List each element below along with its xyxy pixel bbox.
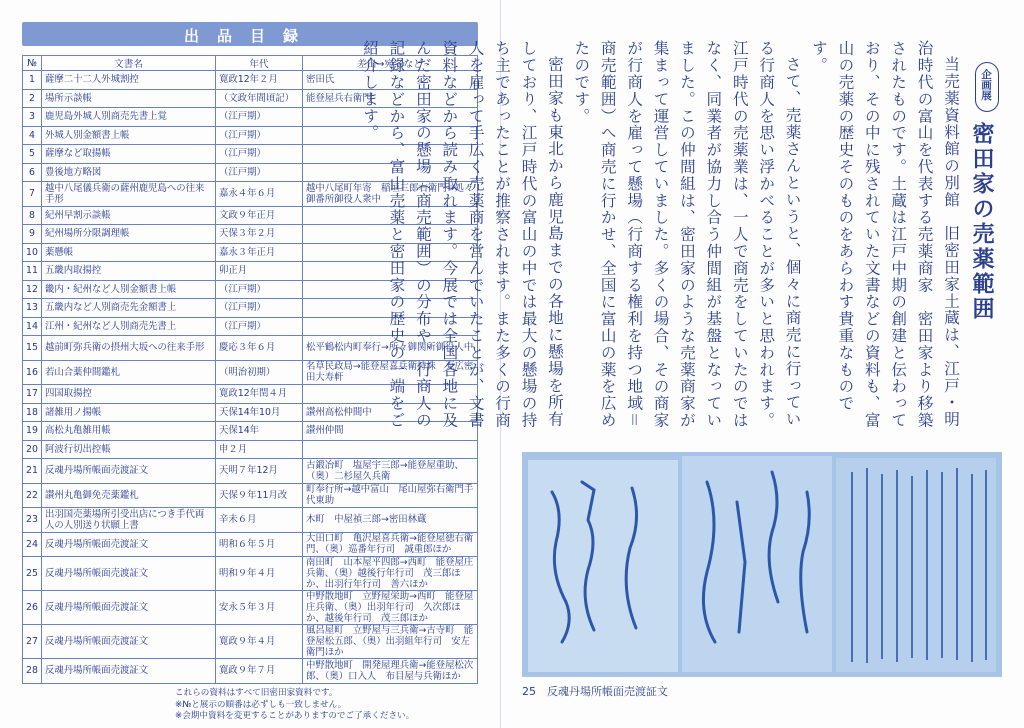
cell-era: 寛政９年７月: [216, 659, 303, 684]
cell-era: 寛政12年２月: [216, 71, 303, 90]
table-row: [23, 557, 478, 591]
cell-era: 寛政12年閏４月: [216, 385, 303, 404]
cell-no: 3: [23, 108, 42, 127]
cell-era: 安永５年３月: [216, 591, 303, 625]
cell-era: （江戸期）: [216, 317, 303, 336]
cell-no: 28: [23, 659, 42, 684]
cell-era: 天保９年11月改: [216, 483, 303, 508]
cell-era: （江戸期）: [216, 280, 303, 299]
cell-doc: 反魂丹場所帳面売渡証文: [42, 459, 216, 484]
cell-no: 27: [23, 625, 42, 659]
cell-era: 天明７年12月: [216, 459, 303, 484]
exhibit-badge: [975, 62, 999, 112]
cell-party: 名草民政局→能登屋喜兵衛持株 売広密田大寿軒: [303, 360, 478, 385]
cell-no: 6: [23, 163, 42, 182]
cell-no: 7: [23, 182, 42, 207]
cell-doc: 反魂丹場所帳面売渡証文: [42, 557, 216, 591]
cell-era: 寛政９年４月: [216, 625, 303, 659]
cell-party: 風呂屋町 立野屋与三兵衛→古寺町 能登屋松五郎、（奥）出羽組年行司 安左衛門ほか: [303, 625, 478, 659]
cell-no: 9: [23, 225, 42, 244]
cell-doc: 反魂丹場所帳面売渡証文: [42, 659, 216, 684]
cell-doc: 反魂丹場所帳面売渡証文: [42, 532, 216, 557]
cell-doc: 越前町弥兵衛の摂州大坂への往来手形: [42, 336, 216, 361]
cell-era: 嘉永３年正月: [216, 243, 303, 262]
essay-paragraph: 密田家も東北から鹿児島までの各地に懸場を所有しており、江戸時代の富山の中では最大の懸場の持ち主であったことが推察されます。また多くの行商人を雇って手広く売薬商を営んでいたことが、文書資料などから読み取れます。今展では全国各地に及んだ密田家の懸場（商売範囲）の分布や、行商人の記録などから、富山売薬と密田家の歴史の一端をご紹介します。: [361, 40, 564, 429]
cell-era: 申２月: [216, 440, 303, 459]
cell-no: 14: [23, 317, 42, 336]
cell-no: 1: [23, 71, 42, 90]
table-row: [23, 483, 478, 508]
header-doc: 文書名: [42, 56, 216, 71]
cell-doc: 讃州丸亀御免売薬鑑札: [42, 483, 216, 508]
cell-no: 11: [23, 262, 42, 281]
cell-no: 18: [23, 403, 42, 422]
cell-no: 21: [23, 459, 42, 484]
cell-doc: 四国取揚控: [42, 385, 216, 404]
cell-no: 8: [23, 206, 42, 225]
table-row: [23, 440, 478, 459]
cell-party: 古鍛冶町 塩屋宇三郎→能登屋重助、（奥）二杉屋久兵衛: [303, 459, 478, 484]
essay-text: [357, 40, 964, 440]
cell-era: 文政９年正月: [216, 206, 303, 225]
header-no: №: [23, 56, 42, 71]
table-row: [23, 532, 478, 557]
table-row: [23, 459, 478, 484]
cell-doc: 紀州場所分限調理帳: [42, 225, 216, 244]
cell-no: 16: [23, 360, 42, 385]
note-line: これらの資料はすべて旧密田家資料です。: [175, 688, 338, 698]
cell-party: 南田町 山本屋平四郎→西町 能登屋庄兵衛、（奥）越後行年行司 茂三郎ほか、出羽行年行司 善六ほか: [303, 557, 478, 591]
cell-party: 密田氏: [303, 71, 478, 90]
cell-doc: 阿波行切出控帳: [42, 440, 216, 459]
cell-party: 讃州高松仲間中: [303, 403, 478, 422]
cell-no: 17: [23, 385, 42, 404]
cell-era: （江戸期）: [216, 145, 303, 164]
cell-doc: 出羽国売薬場所引受出店につき手代両人の人別送り状願上書: [42, 508, 216, 533]
cell-doc: 反魂丹場所帳面売渡証文: [42, 625, 216, 659]
cell-no: 12: [23, 280, 42, 299]
cell-era: 明和６年５月: [216, 532, 303, 557]
cell-party: [303, 440, 478, 459]
essay-paragraph: さて、売薬さんというと、個々に商売に行っている行商人を思い浮かべることが多いと思われます。江戸時代の売薬業は、一人で商売をしていたのではなく、同業者が協力し合う仲間組が基盤となっていました。この仲間組は、密田家のような売薬商家が集まって運営していました。多くの場合、その商家が行商人を雇って懸場（行商する権利を持つ地域＝商売範囲）へ商売に行かせ、全国に富山の薬を広めたのです。: [572, 40, 802, 429]
cell-party: 松平鶴松内町奉行→所々御関所御役人中: [303, 336, 478, 361]
cell-doc: 畿内・紀州など人別金額書上帳: [42, 280, 216, 299]
table-row: [23, 659, 478, 684]
cell-no: 26: [23, 591, 42, 625]
cell-era: 明和９年４月: [216, 557, 303, 591]
cell-era: 天保14年10月: [216, 403, 303, 422]
cell-party: 大田口町 亀沢屋喜兵衛→能登屋徳右衛門、（奥）巡番年行司 誠重郎ほか: [303, 532, 478, 557]
cell-no: 22: [23, 483, 42, 508]
cell-doc: 江州・紀州など人別商売先書上: [42, 317, 216, 336]
cell-no: 4: [23, 126, 42, 145]
cell-doc: 越中八尾儀兵衛の薩州鹿児島への往来手形: [42, 182, 216, 207]
catalog-title: 出品目録: [183, 27, 316, 45]
cell-doc: 豊後地方略図: [42, 163, 216, 182]
cell-no: 10: [23, 243, 42, 262]
cell-doc: 五畿内取揚控: [42, 262, 216, 281]
cell-no: 24: [23, 532, 42, 557]
cell-no: 13: [23, 299, 42, 318]
cell-era: 嘉永４年６月: [216, 182, 303, 207]
essay-title: 密田家の売薬範囲: [969, 122, 994, 322]
note-line: ※会期中資料を変更することがありますのでご了承ください。: [175, 711, 415, 721]
cell-doc: 薩摩など取揚帳: [42, 145, 216, 164]
cell-era: （江戸期）: [216, 126, 303, 145]
essay-paragraph: 当売薬資料館の別館 旧密田家土蔵は、江戸・明治時代の富山を代表する売薬商家 密田家より移築されたものです。土蔵は江戸中期の創建と伝わっており、その中に残されていた文書などの資料も、富山の売薬の歴史そのものをあらわす貴重なものです。: [809, 40, 960, 429]
cell-doc: 薬懸帳: [42, 243, 216, 262]
caption-text: 反魂丹場所帳面売渡証文: [547, 685, 668, 698]
cell-doc: 五畿内など人別商売先金額書上: [42, 299, 216, 318]
cell-doc: 外城人別金額書上帳: [42, 126, 216, 145]
cell-doc: 紀州早割示談帳: [42, 206, 216, 225]
table-row: [23, 591, 478, 625]
catalog-notes: [175, 688, 475, 723]
table-row: [23, 508, 478, 533]
header-party: 差出→宛名など: [303, 56, 478, 71]
cell-party: 能登屋兵右衛門: [303, 89, 478, 108]
cell-party: 中野散地町 開発屋理兵衛→能登屋松次郎、（奥）口入人 布目屋与兵衛ほか: [303, 659, 478, 684]
cell-era: 卯正月: [216, 262, 303, 281]
cell-doc: 反魂丹場所帳面売渡証文: [42, 591, 216, 625]
cell-no: 15: [23, 336, 42, 361]
cell-party: 木町 中屋禎三郎→密田林蔵: [303, 508, 478, 533]
cell-doc: 高松丸亀雑用帳: [42, 422, 216, 441]
exhibit-badge-label: 企画展: [980, 69, 992, 101]
cell-era: 天保３年２月: [216, 225, 303, 244]
caption-number: 25: [522, 685, 536, 698]
cell-era: 辛未６月: [216, 508, 303, 533]
note-line: ※№と展示の順番は必ずしも一致しません。: [175, 699, 347, 710]
cell-doc: 場所示談帳: [42, 89, 216, 108]
document-photo: [522, 452, 1002, 677]
cell-party: 町奉行所→越中富山 尾山屋弥右衛門手代東助: [303, 483, 478, 508]
cell-era: （文政年間頃記）: [216, 89, 303, 108]
table-row: [23, 625, 478, 659]
cell-no: 20: [23, 440, 42, 459]
cell-era: （江戸期）: [216, 163, 303, 182]
photo-caption: [522, 683, 668, 699]
cell-era: 天保14年: [216, 422, 303, 441]
header-era: 年代: [216, 56, 303, 71]
manuscript-image: [522, 452, 1002, 677]
cell-no: 23: [23, 508, 42, 533]
cell-no: 25: [23, 557, 42, 591]
cell-no: 19: [23, 422, 42, 441]
cell-doc: 若山合薬仲間鑑札: [42, 360, 216, 385]
cell-era: 慶応３年６月: [216, 336, 303, 361]
cell-doc: 鹿児島外城人別商売先書上覚: [42, 108, 216, 127]
cell-era: （江戸期）: [216, 108, 303, 127]
cell-doc: 薩摩二十二人外城割控: [42, 71, 216, 90]
cell-doc: 諸雑用ノ揚帳: [42, 403, 216, 422]
cell-party: 讃州仲間: [303, 422, 478, 441]
cell-era: （明治初期）: [216, 360, 303, 385]
cell-party: 越中八尾町年寄 稲垣三郎右衛門→処々御番所御役人衆中: [303, 182, 478, 207]
cell-no: 5: [23, 145, 42, 164]
cell-party: 中野散地町 立野屋栄助→西町 能登屋庄兵衛、（奥）出羽年行司 久次郎ほか、越後年行司 茂三郎ほか: [303, 591, 478, 625]
cell-no: 2: [23, 89, 42, 108]
cell-era: （江戸期）: [216, 299, 303, 318]
